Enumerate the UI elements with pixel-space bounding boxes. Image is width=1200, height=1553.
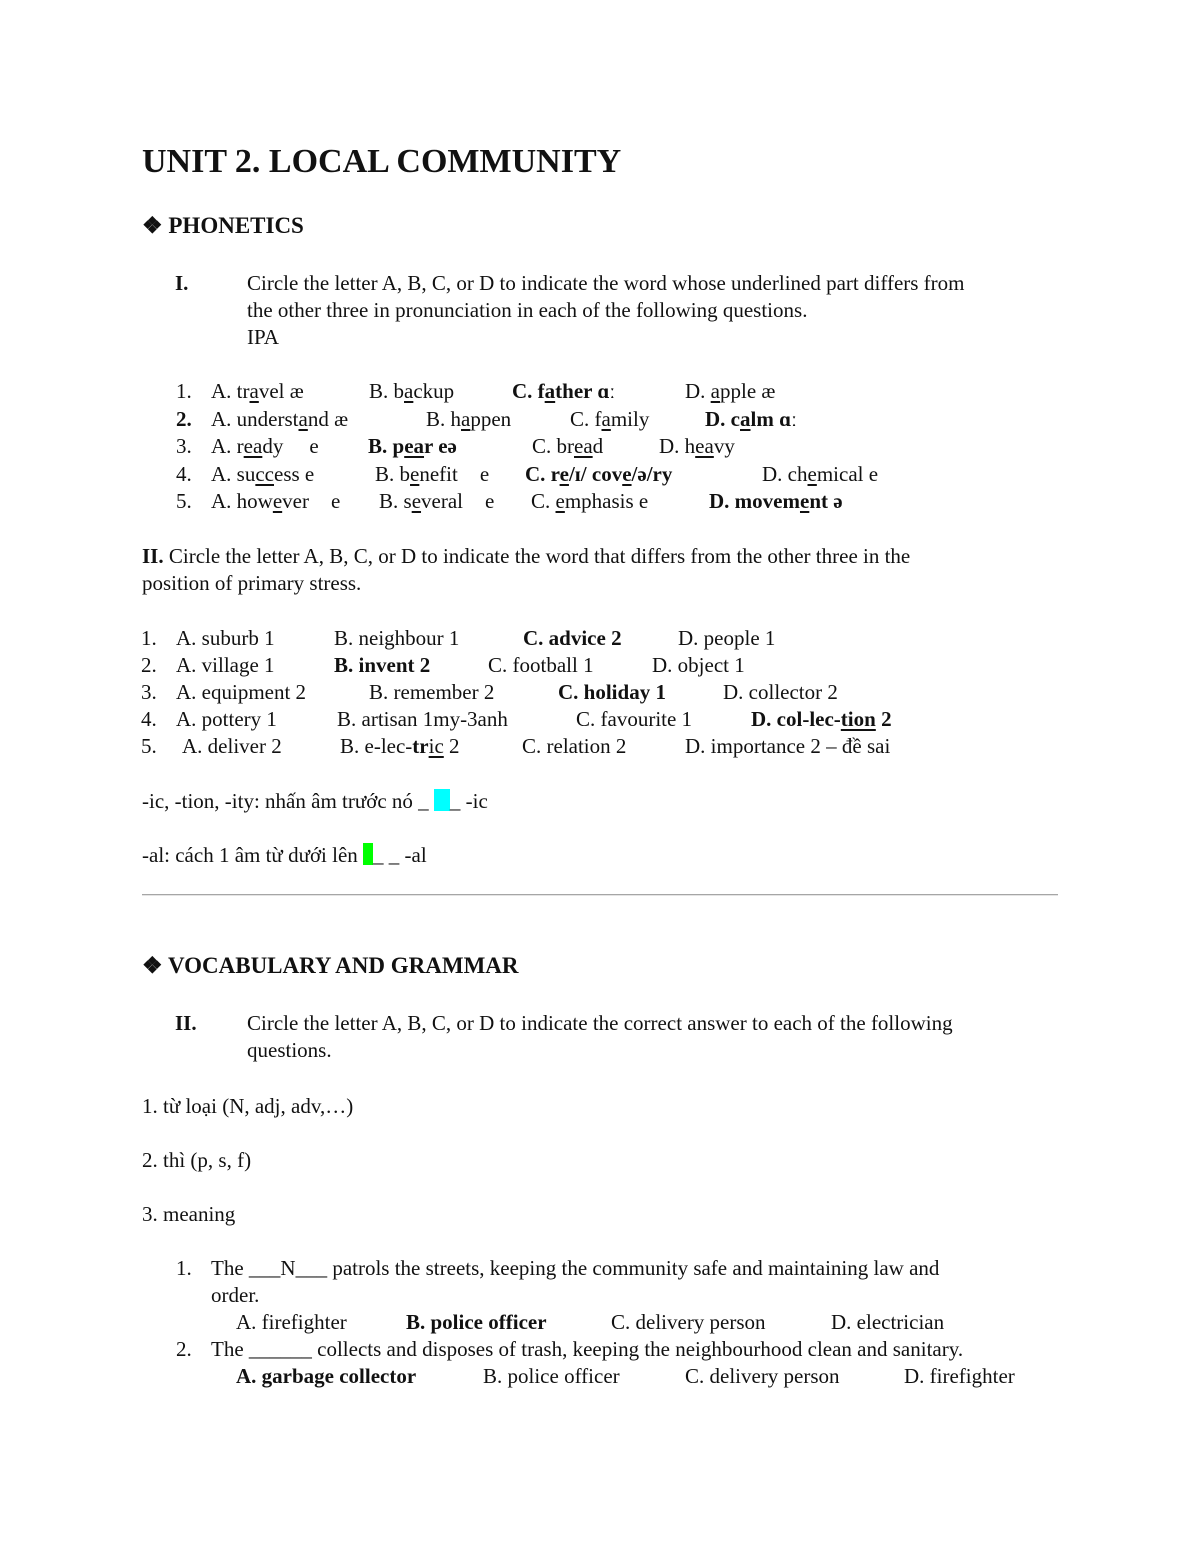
option-a: A. village 1 bbox=[176, 653, 275, 677]
question-number: 2. bbox=[176, 407, 192, 431]
option-c: C. emphasis e bbox=[531, 489, 649, 513]
question-number: 2. bbox=[141, 653, 157, 677]
option-d: D. collector 2 bbox=[723, 680, 838, 704]
diamond-bullet-icon: ❖ bbox=[142, 213, 163, 238]
question-row bbox=[0, 461, 1200, 488]
page-title: UNIT 2. LOCAL COMMUNITY bbox=[142, 143, 622, 180]
instruction-line: Circle the letter A, B, C, or D to indicate the correct answer to each of the following bbox=[247, 1011, 953, 1035]
option-a: A. however e bbox=[211, 489, 341, 513]
option-b: B. benefit e bbox=[375, 462, 490, 486]
stress-note: -ic, -tion, -ity: nhấn âm trước nó _ _ -ic bbox=[142, 789, 488, 813]
question-row bbox=[0, 625, 1200, 652]
question-number: 2. bbox=[176, 1337, 192, 1361]
question-number: 4. bbox=[141, 707, 157, 731]
option-c: C. bread bbox=[532, 434, 604, 458]
option-d: D. col-lec-tion 2 bbox=[751, 707, 892, 731]
question-row bbox=[0, 488, 1200, 515]
option-a: A. travel æ bbox=[211, 379, 304, 403]
options-row bbox=[0, 1309, 1200, 1336]
question-row bbox=[0, 652, 1200, 679]
option-c: C. favourite 1 bbox=[576, 707, 693, 731]
question-number: 5. bbox=[176, 489, 192, 513]
section-title: PHONETICS bbox=[168, 213, 304, 238]
option-a: A. success e bbox=[211, 462, 315, 486]
instruction-line: questions. bbox=[247, 1038, 332, 1062]
part-numeral: II. bbox=[175, 1011, 197, 1035]
option-b: B. several e bbox=[379, 489, 495, 513]
instruction-line: Circle the letter A, B, C, or D to indicate the word whose underlined part differs from bbox=[247, 271, 965, 295]
option-a: A. equipment 2 bbox=[176, 680, 307, 704]
question-number: 1. bbox=[176, 379, 192, 403]
question-text: order. bbox=[211, 1283, 260, 1307]
section-heading-phonetics bbox=[142, 212, 304, 239]
option-b: B. remember 2 bbox=[369, 680, 495, 704]
option-c: C. delivery person bbox=[685, 1364, 840, 1388]
question-text: The ___N___ patrols the streets, keeping the community safe and maintaining law and bbox=[211, 1256, 940, 1280]
option-d: D. people 1 bbox=[678, 626, 776, 650]
option-c: C. father ɑː bbox=[512, 379, 616, 403]
question-number: 5. bbox=[141, 734, 157, 758]
option-c: C. relation 2 bbox=[522, 734, 627, 758]
highlight-marker bbox=[363, 843, 373, 865]
option-c: C. football 1 bbox=[488, 653, 594, 677]
question-row bbox=[0, 733, 1200, 760]
option-b: B. neighbour 1 bbox=[334, 626, 460, 650]
question-number: 1. bbox=[141, 626, 157, 650]
question-row bbox=[0, 378, 1200, 405]
option-a: A. ready e bbox=[211, 434, 319, 458]
option-b: B. police officer bbox=[406, 1310, 547, 1334]
part-numeral: II. bbox=[142, 544, 164, 568]
question-number: 3. bbox=[176, 434, 192, 458]
stress-note: -al: cách 1 âm từ dưới lên _ _ -al bbox=[142, 843, 427, 867]
tip-item: 2. thì (p, s, f) bbox=[142, 1148, 252, 1172]
section-heading-vocabulary bbox=[142, 952, 519, 979]
option-a: A. understand æ bbox=[211, 407, 349, 431]
instruction-line: II. Circle the letter A, B, C, or D to indicate the word that differs from the other three in the bbox=[142, 544, 911, 568]
option-b: B. e-lec-tric 2 bbox=[340, 734, 460, 758]
option-d: D. calm ɑː bbox=[705, 407, 797, 431]
section-title: VOCABULARY AND GRAMMAR bbox=[167, 953, 519, 978]
option-d: D. electrician bbox=[831, 1310, 945, 1334]
instruction-line: the other three in pronunciation in each of the following questions. bbox=[247, 298, 808, 322]
option-b: B. backup bbox=[369, 379, 455, 403]
instruction-line: position of primary stress. bbox=[142, 571, 362, 595]
part-numeral: I. bbox=[175, 271, 189, 295]
tip-item: 3. meaning bbox=[142, 1202, 236, 1226]
option-b: B. artisan 1my-3anh bbox=[337, 707, 508, 731]
option-b: B. happen bbox=[426, 407, 512, 431]
question-number: 1. bbox=[176, 1256, 192, 1280]
option-d: D. firefighter bbox=[904, 1364, 1015, 1388]
option-a: A. deliver 2 bbox=[182, 734, 282, 758]
tip-item: 1. từ loại (N, adj, adv,…) bbox=[142, 1094, 354, 1118]
option-d: D. apple æ bbox=[685, 379, 776, 403]
diamond-bullet-icon: ❖ bbox=[142, 953, 163, 978]
option-a: A. pottery 1 bbox=[176, 707, 277, 731]
option-b: B. invent 2 bbox=[334, 653, 431, 677]
option-c: C. advice 2 bbox=[523, 626, 622, 650]
option-b: B. pear eə bbox=[368, 434, 457, 458]
question-number: 3. bbox=[141, 680, 157, 704]
option-c: C. family bbox=[570, 407, 650, 431]
option-d: D. importance 2 – đề sai bbox=[685, 734, 891, 758]
section-divider bbox=[142, 894, 1058, 896]
option-d: D. heavy bbox=[659, 434, 735, 458]
option-c: C. delivery person bbox=[611, 1310, 766, 1334]
option-a: A. suburb 1 bbox=[176, 626, 275, 650]
highlight-marker bbox=[434, 789, 450, 811]
option-a: A. garbage collector bbox=[236, 1364, 417, 1388]
question-row bbox=[0, 706, 1200, 733]
question-row bbox=[0, 406, 1200, 433]
option-d: D. object 1 bbox=[652, 653, 745, 677]
option-a: A. firefighter bbox=[236, 1310, 347, 1334]
option-d: D. movement ə bbox=[709, 489, 843, 513]
instruction-label: IPA bbox=[247, 325, 279, 349]
question-number: 4. bbox=[176, 462, 192, 486]
question-row bbox=[0, 679, 1200, 706]
option-c: C. holiday 1 bbox=[558, 680, 666, 704]
options-row bbox=[0, 1363, 1200, 1390]
option-c: C. re/ɪ/ cove/ə/ry bbox=[525, 462, 673, 486]
question-row bbox=[0, 433, 1200, 460]
option-d: D. chemical e bbox=[762, 462, 879, 486]
question-text: The ______ collects and disposes of trash, keeping the neighbourhood clean and sanitary. bbox=[211, 1337, 964, 1361]
option-b: B. police officer bbox=[483, 1364, 620, 1388]
